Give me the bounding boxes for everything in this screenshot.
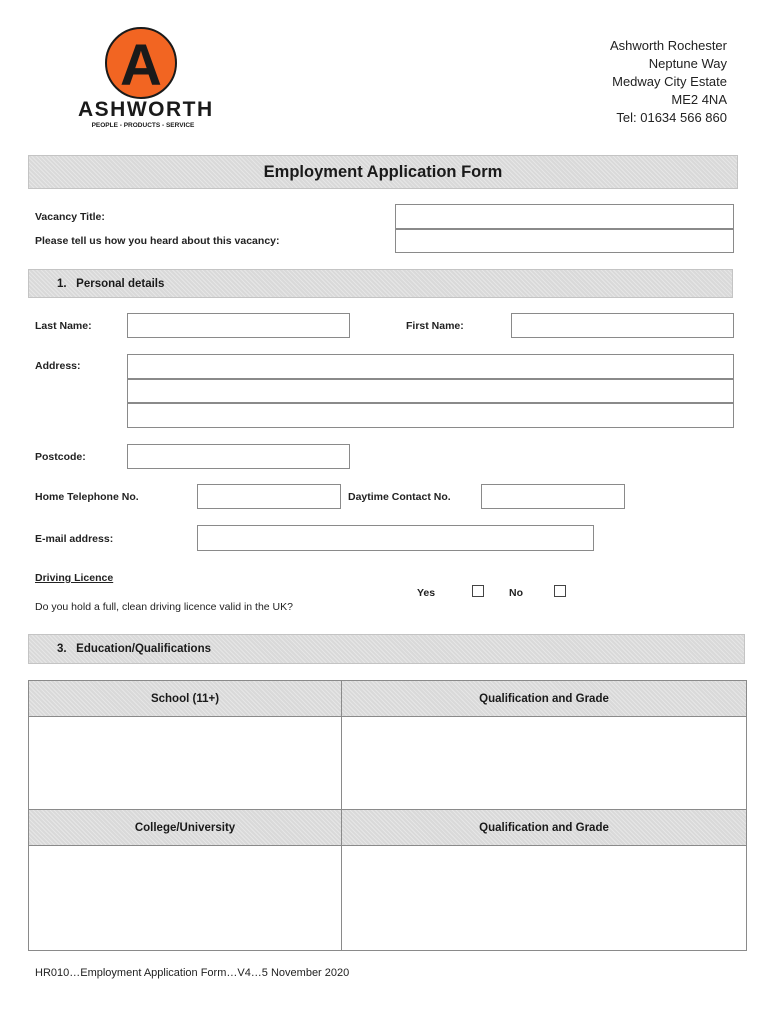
last-name-field[interactable] — [127, 313, 350, 338]
email-label: E-mail address: — [35, 533, 114, 545]
college-qualification-cell[interactable] — [342, 846, 746, 950]
footer-text: HR010…Employment Application Form…V4…5 November 2020 — [35, 967, 350, 979]
driving-licence-question: Do you hold a full, clean driving licence valid in the UK? — [35, 601, 293, 613]
driving-licence-heading: Driving Licence — [35, 572, 114, 584]
yes-checkbox[interactable] — [472, 585, 484, 597]
logo-tagline: PEOPLE - PRODUCTS - SERVICE — [91, 122, 195, 129]
logo-emblem — [78, 26, 208, 102]
address-line: Neptune Way — [648, 56, 727, 71]
address-line-2-field[interactable] — [127, 379, 734, 403]
school-qualification-cell[interactable] — [342, 717, 746, 810]
qualification-header-1-text: Qualification and Grade — [479, 692, 609, 705]
postcode-label: Postcode: — [35, 451, 86, 463]
school-cell[interactable] — [29, 717, 342, 810]
vacancy-title-field[interactable] — [395, 204, 734, 229]
email-field[interactable] — [197, 525, 594, 551]
education-title: 3. Education/Qualifications — [57, 643, 211, 655]
college-header-text: College/University — [134, 821, 236, 834]
address-line-3-field[interactable] — [127, 403, 734, 428]
qualification-header-2-text: Qualification and Grade — [479, 821, 609, 834]
first-name-label: First Name: — [406, 320, 464, 332]
school-header-text: School (11+) — [150, 692, 220, 705]
postcode-field[interactable] — [127, 444, 350, 469]
company-address — [527, 37, 727, 127]
logo-letter: A — [120, 33, 162, 98]
daytime-contact-field[interactable] — [481, 484, 625, 509]
personal-details-band — [28, 269, 733, 298]
home-phone-field[interactable] — [197, 484, 341, 509]
daytime-contact-label: Daytime Contact No. — [348, 491, 451, 503]
first-name-field[interactable] — [511, 313, 734, 338]
education-band — [28, 634, 745, 664]
address-line: Medway City Estate — [612, 74, 727, 89]
heard-about-field[interactable] — [395, 229, 734, 253]
logo-name: ASHWORTH — [78, 98, 214, 121]
address-line: Tel: 01634 566 860 — [616, 110, 727, 125]
form-title: Employment Application Form — [263, 163, 503, 181]
last-name-label: Last Name: — [35, 320, 92, 332]
address-line: Ashworth Rochester — [609, 38, 727, 53]
heard-about-label: Please tell us how you heard about this vacancy: — [35, 235, 280, 247]
education-table — [28, 680, 747, 951]
vacancy-title-label: Vacancy Title: — [35, 211, 105, 223]
college-cell[interactable] — [29, 846, 342, 950]
company-logo — [78, 26, 214, 132]
qualification-header-1 — [342, 681, 746, 717]
school-header — [29, 681, 342, 717]
address-line-1-field[interactable] — [127, 354, 734, 379]
no-checkbox[interactable] — [554, 585, 566, 597]
yes-label: Yes — [417, 587, 436, 599]
no-label: No — [509, 587, 523, 599]
college-header — [29, 810, 342, 846]
home-phone-label: Home Telephone No. — [35, 491, 139, 503]
form-title-band — [28, 155, 738, 189]
address-label: Address: — [35, 360, 81, 372]
qualification-header-2 — [342, 810, 746, 846]
address-line: ME2 4NA — [671, 92, 727, 107]
personal-details-title: 1. Personal details — [57, 278, 165, 290]
